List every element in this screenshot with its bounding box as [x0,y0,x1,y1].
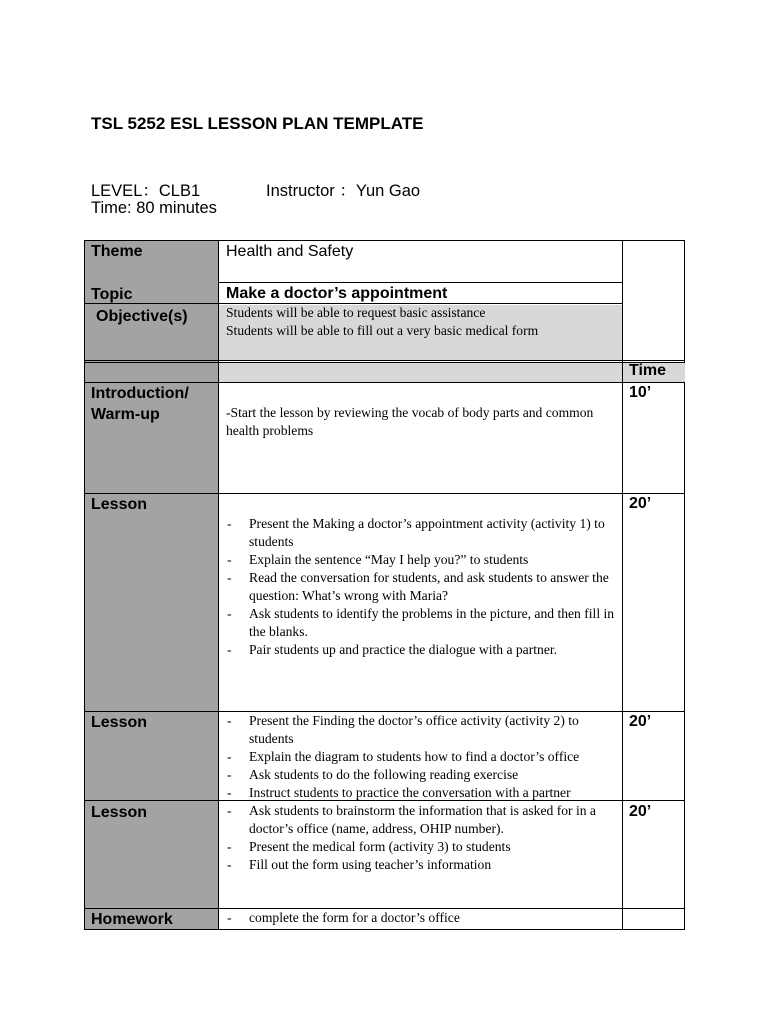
level-value: LEVEL：CLB1 [91,182,201,200]
lesson-3-item: - Ask students to brainstorm the information that is asked for in a doctor’s office (name, address, OHIP number). [226,802,621,838]
lesson-1-item: - Present the Making a doctor’s appointment activity (activity 1) to students [226,515,621,551]
lesson-1-content [226,515,621,659]
instructor-value: Instructor ：Yun Gao [266,182,421,200]
lesson-2-item: - Explain the diagram to students how to find a doctor’s office [226,748,621,766]
objective-item: Students will be able to request basic assistance [226,305,486,320]
lesson-3-item: - Fill out the form using teacher’s information [226,856,621,874]
time-column-header: Time [629,362,667,379]
lesson-2-item: - Present the Finding the doctor’s office activity (activity 2) to students [226,712,621,748]
lesson-3-time: 20’ [629,803,652,820]
document-title: TSL 5252 ESL LESSON PLAN TEMPLATE [91,114,424,133]
lesson-2-label: Lesson [91,714,148,731]
lesson-3-label: Lesson [91,804,148,821]
theme-value: Health and Safety [226,243,354,260]
lesson-1-item: - Read the conversation for students, and ask students to answer the question: What’s wrong with Maria? [226,569,621,605]
homework-item: - complete the form for a doctor’s office [226,909,621,927]
level-line [91,177,421,201]
lesson-1-item: - Pair students up and practice the dialogue with a partner. [226,641,621,659]
homework-label: Homework [91,911,173,928]
lesson-2-item: - Instruct students to practice the conversation with a partner [226,784,621,802]
row-divider [85,362,684,363]
objective-item: Students will be able to fill out a very basic medical form [226,323,539,338]
lesson-2-content [226,712,621,802]
lesson-1-time: 20’ [629,495,652,512]
intro-label-line: Introduction/ [91,385,189,402]
intro-label [91,383,189,425]
lesson-3-item: - Present the medical form (activity 3) to students [226,838,621,856]
label-column [85,241,219,929]
theme-label: Theme [91,243,143,260]
topic-value: Make a doctor’s appointment [226,285,448,302]
lesson-3-content [226,802,621,874]
intro-text: -Start the lesson by reviewing the vocab of body parts and common health problems [226,405,594,438]
lesson-1-item: - Explain the sentence “May I help you?” to students [226,551,621,569]
lesson-1-item: - Ask students to identify the problems in the picture, and then fill in the blanks. [226,605,621,641]
total-time: Time: 80 minutes [91,199,217,217]
lesson-2-time: 20’ [629,713,652,730]
row-divider [85,360,684,361]
row-divider [85,493,684,494]
time-header-row-shade [219,363,622,382]
lesson-plan-table [84,240,685,930]
lesson-2-item: - Ask students to do the following reading exercise [226,766,621,784]
homework-content [226,909,621,927]
intro-label-line: Warm-up [91,406,160,423]
lesson-1-label: Lesson [91,496,148,513]
objectives-list [226,304,538,340]
row-divider [219,282,622,283]
intro-time: 10’ [629,384,652,401]
objectives-label: Objective(s) [96,308,188,325]
topic-label: Topic [91,286,133,303]
column-divider [622,241,623,929]
